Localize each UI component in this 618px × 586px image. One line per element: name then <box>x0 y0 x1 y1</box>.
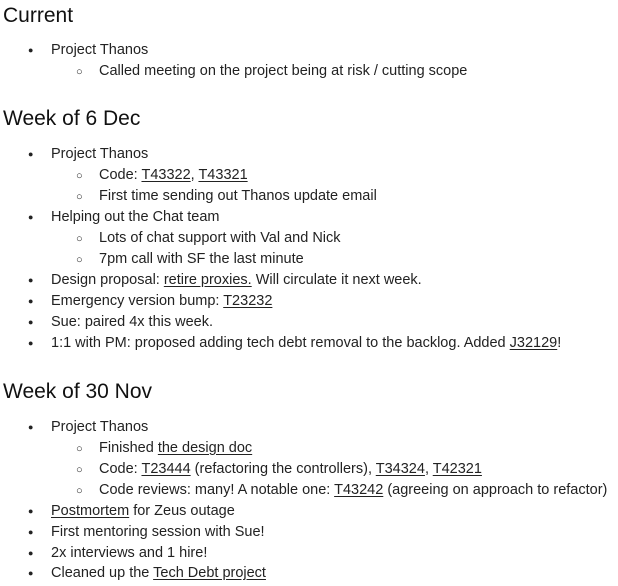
bullet-circle-icon <box>76 61 83 82</box>
list-item: ● Project Thanos <box>51 144 148 165</box>
bullet-disc-icon <box>28 270 33 291</box>
list-item: ○ First time sending out Thanos update email <box>99 186 377 207</box>
bullet-disc-icon <box>28 543 33 564</box>
list-item: ● Emergency version bump: T23232 <box>51 291 272 312</box>
list-item: ○ Lots of chat support with Val and Nick <box>99 228 341 249</box>
bullet-disc-icon <box>28 144 33 165</box>
bullet-circle-icon <box>76 459 83 480</box>
list-item: ○ 7pm call with SF the last minute <box>99 249 304 270</box>
link-retire-proxies[interactable]: retire proxies. <box>163 272 252 288</box>
list-item: ○ Called meeting on the project being at risk / cutting scope <box>99 61 467 82</box>
bullet-disc-icon <box>28 207 33 228</box>
link-postmortem[interactable]: Postmortem <box>51 503 130 519</box>
link-t23232[interactable]: T23232 <box>223 293 273 309</box>
link-design-doc[interactable]: the design doc <box>157 440 253 456</box>
list-item: ● Helping out the Chat team <box>51 207 219 228</box>
list-item: ● Project Thanos <box>51 40 148 61</box>
list-item: ○ Code: T23444 (refactoring the controllers), T34324, T42321 <box>99 459 482 480</box>
list-item: ● Sue: paired 4x this week. <box>51 312 213 333</box>
bullet-circle-icon <box>76 165 83 186</box>
list-item: ○ Code: T43322, T43321 <box>99 165 248 186</box>
bullet-circle-icon <box>76 228 83 249</box>
link-t23444[interactable]: T23444 <box>141 461 191 477</box>
section-heading-current: Current <box>3 4 74 27</box>
link-t43242[interactable]: T43242 <box>334 482 384 498</box>
bullet-disc-icon <box>28 501 33 522</box>
link-t34324[interactable]: T34324 <box>375 461 425 477</box>
list-item: ● Postmortem for Zeus outage <box>51 501 235 522</box>
bullet-circle-icon <box>76 438 83 459</box>
bullet-disc-icon <box>28 312 33 333</box>
section-heading-week-6-dec: Week of 6 Dec <box>3 107 141 130</box>
bullet-disc-icon <box>28 333 33 354</box>
bullet-disc-icon <box>28 40 33 61</box>
bullet-disc-icon <box>28 563 33 584</box>
link-t43321[interactable]: T43321 <box>198 167 248 183</box>
link-t43322[interactable]: T43322 <box>141 167 191 183</box>
bullet-disc-icon <box>28 291 33 312</box>
bullet-disc-icon <box>28 417 33 438</box>
list-item: ○ Finished the design doc <box>99 438 252 459</box>
list-item: ○ Code reviews: many! A notable one: T43242 (agreeing on approach to refactor) <box>99 480 607 501</box>
list-item: ● Design proposal: retire proxies. Will circulate it next week. <box>51 270 422 291</box>
link-j32129[interactable]: J32129 <box>509 335 558 351</box>
link-t42321[interactable]: T42321 <box>432 461 482 477</box>
list-item: ● 1:1 with PM: proposed adding tech debt removal to the backlog. Added J32129! <box>51 333 561 354</box>
list-item: ● 2x interviews and 1 hire! <box>51 543 207 564</box>
bullet-disc-icon <box>28 522 33 543</box>
section-heading-week-30-nov: Week of 30 Nov <box>3 380 153 403</box>
list-item: ● First mentoring session with Sue! <box>51 522 265 543</box>
bullet-circle-icon <box>76 186 83 207</box>
bullet-circle-icon <box>76 480 83 501</box>
link-tech-debt-project[interactable]: Tech Debt project <box>153 565 266 581</box>
list-item: ● Project Thanos <box>51 417 148 438</box>
bullet-circle-icon <box>76 249 83 270</box>
list-item: ● Cleaned up the Tech Debt project <box>51 563 266 584</box>
